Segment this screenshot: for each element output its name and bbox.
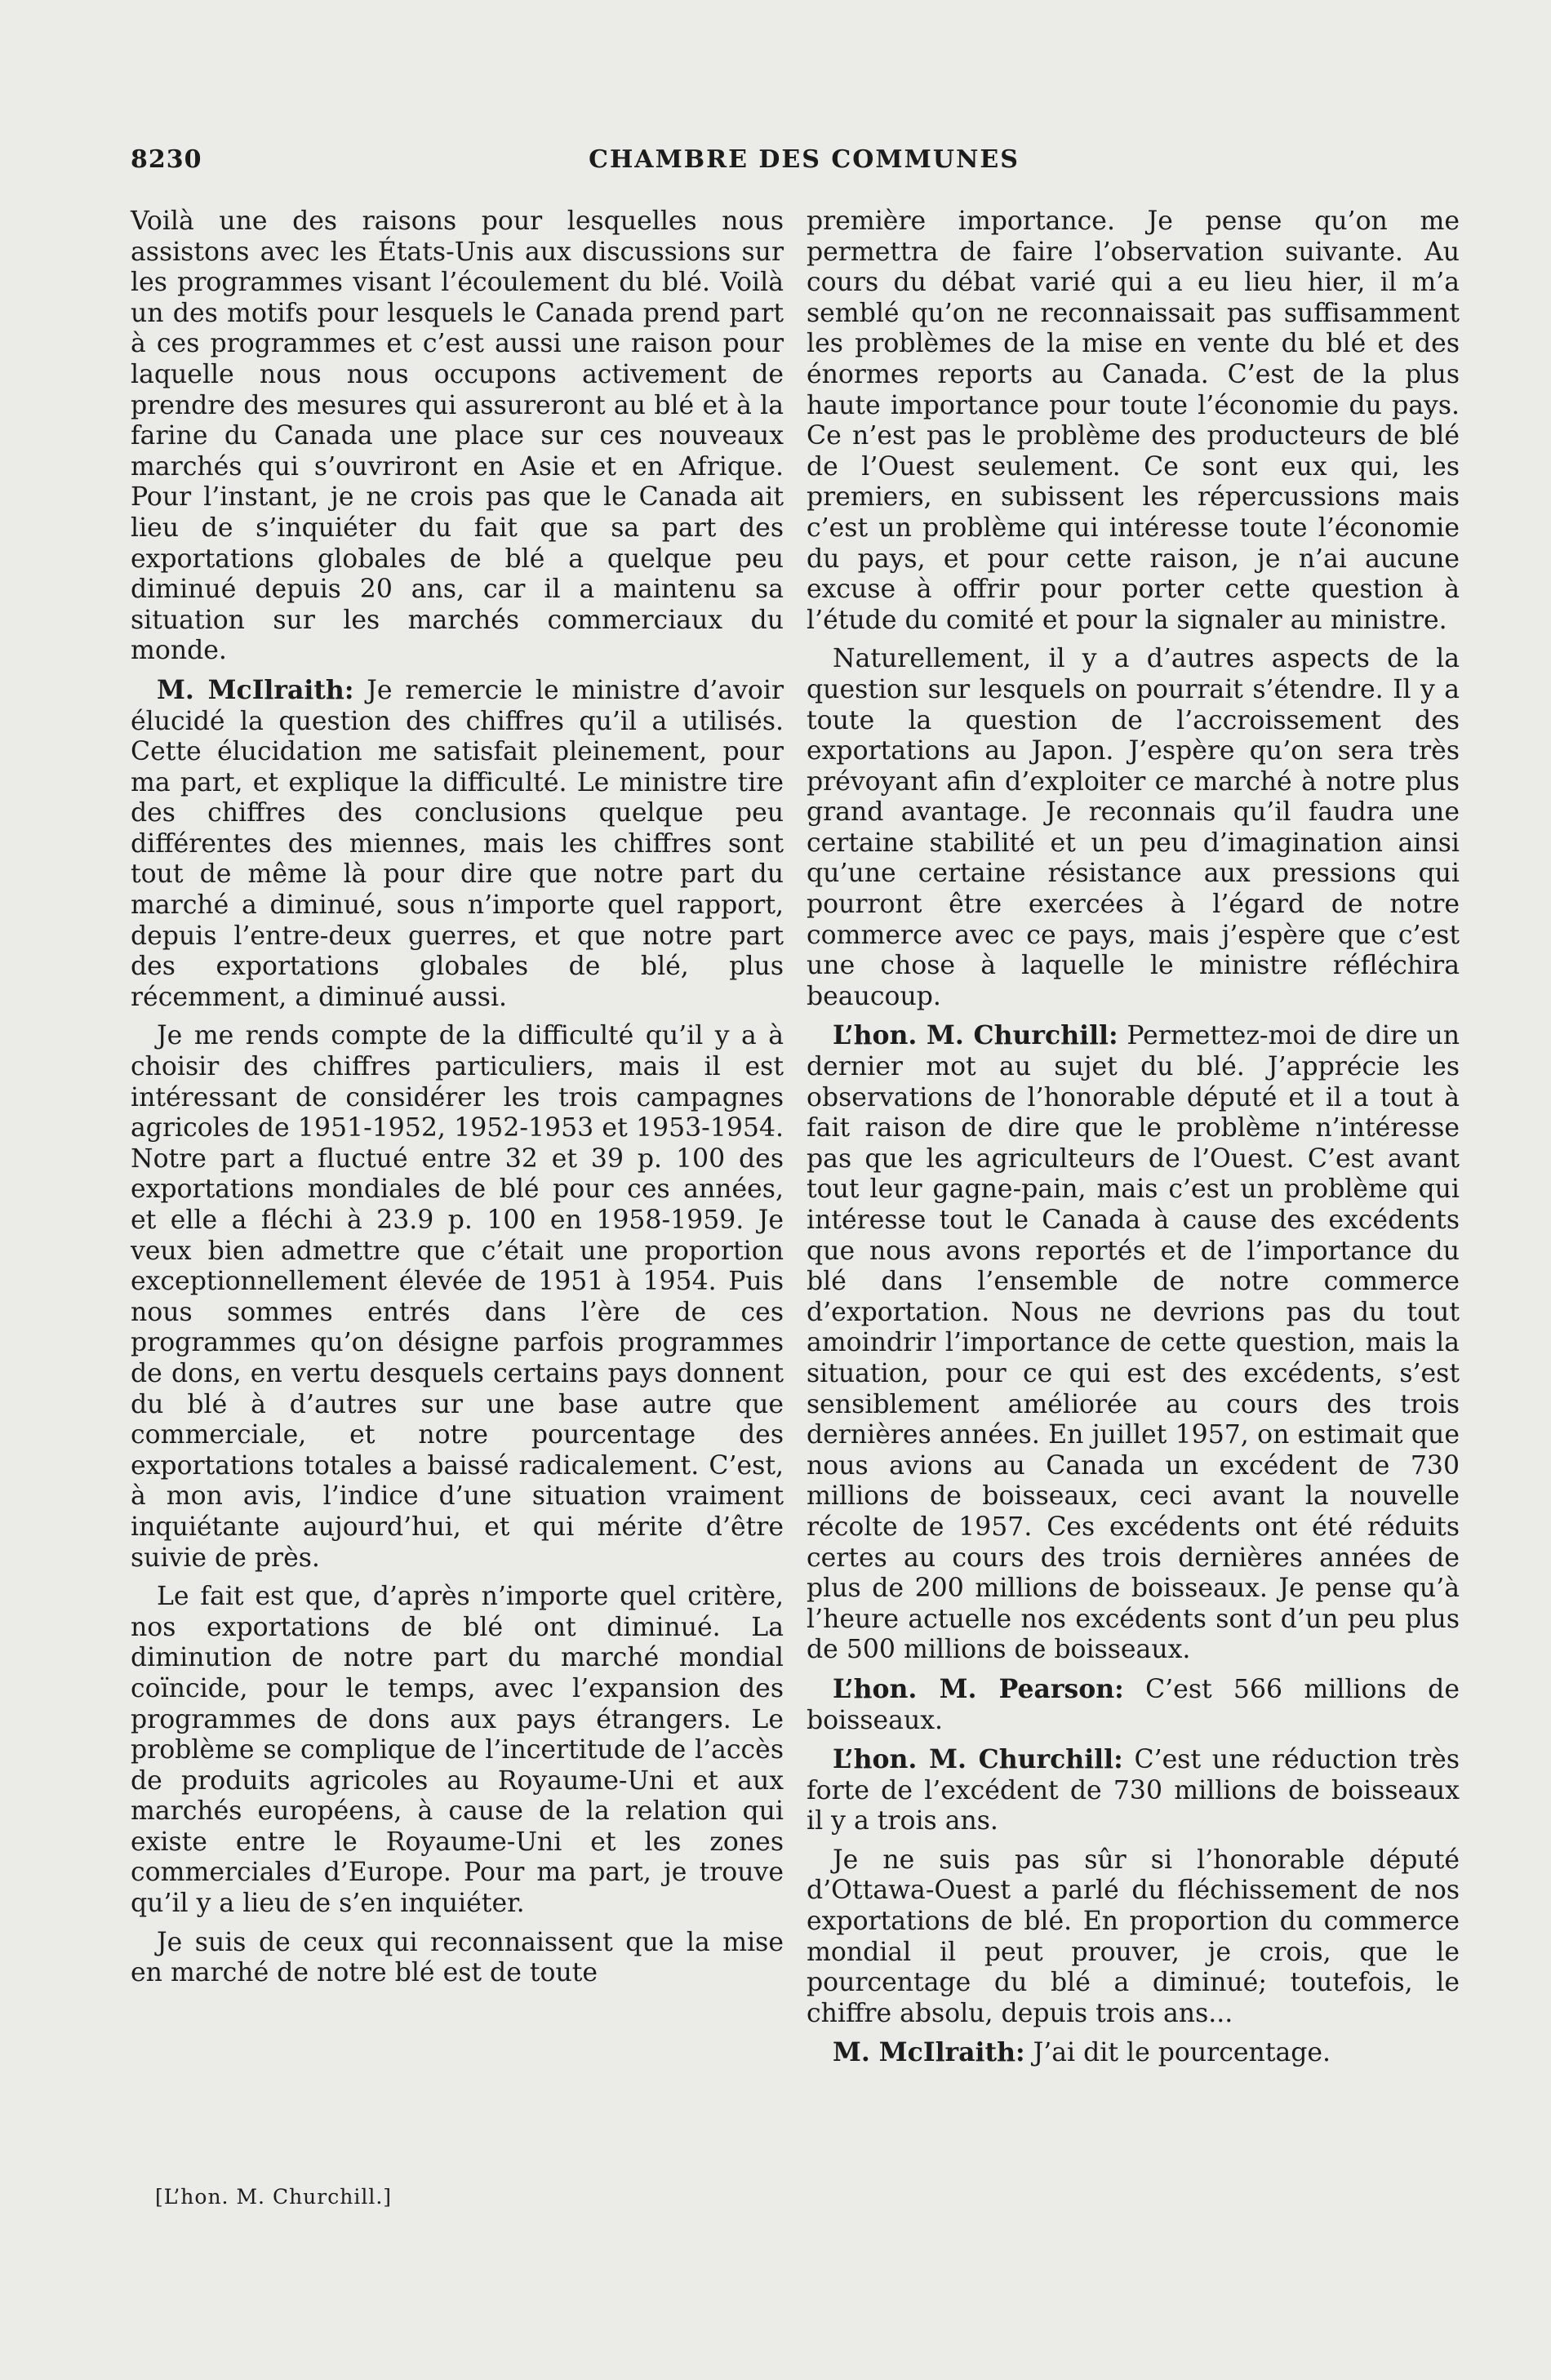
paragraph-text: J’ai dit le pourcentage. bbox=[1024, 2038, 1331, 2068]
paragraph: Voilà une des raisons pour lesquelles nous assistons avec les États-Unis aux discussions sur les programmes visant l’écoulement du blé. Voilà un des motifs pour lesquels le Canada prend part à ces programmes et c’est aussi une raison pour laquelle nous nous occupons activement de prendre des mesures qui assureront au blé et à la farine du Canada une place sur ces nouveaux marchés qui s’ouvriront en Asie et en Afrique. Pour l’instant, je ne crois pas que le Canada ait lieu de s’inquiéter du fait que sa part des exportations globales de blé a quelque peu diminué depuis 20 ans, car il a maintenu sa situation sur les marchés commerciaux du monde. bbox=[131, 206, 784, 666]
speaker-name: L’hon. M. Churchill: bbox=[833, 1744, 1123, 1775]
footer-note: [L’hon. M. Churchill.] bbox=[155, 2185, 393, 2209]
paragraph bbox=[131, 675, 784, 1014]
paragraph bbox=[807, 1744, 1460, 1837]
paragraph-text: C’est 566 millions de boisseaux. bbox=[807, 1674, 1460, 1735]
speaker-name: M. McIlraith: bbox=[833, 2037, 1025, 2068]
paragraph: Naturellement, il y a d’autres aspects de la question sur lesquels on pourrait s’étendre. Il y a toute la question de l’accroissement des exportations au Japon. J’espère qu’on sera très prévoyant afin d’exploiter ce marché à notre plus grand avantage. Je reconnais qu’il faudra une certaine stabilité et un peu d’imagination ainsi qu’une certaine résistance aux pressions qui pourront être exercées à l’égard de notre commerce avec ce pays, mais j’espère que c’est une chose à laquelle le ministre réfléchira beaucoup. bbox=[807, 644, 1460, 1011]
speaker-name: L’hon. M. Churchill: bbox=[833, 1020, 1118, 1051]
right-column bbox=[807, 206, 1460, 2077]
left-column bbox=[131, 206, 784, 1997]
paragraph: Je ne suis pas sûr si l’honorable député d’Ottawa-Ouest a parlé du fléchissement de nos exportations de blé. En proportion du commerce mondial il peut prouver, je crois, que le pourcentage du blé a diminué; toutefois, le chiffre absolu, depuis trois ans... bbox=[807, 1845, 1460, 2028]
paragraph bbox=[807, 1674, 1460, 1736]
paragraph: Le fait est que, d’après n’importe quel critère, nos exportations de blé ont diminué. La diminution de notre part du marché mondial coïncide, pour le temps, avec l’expansion des programmes de dons aux pays étrangers. Le problème se complique de l’incertitude de l’accès de produits agricoles au Royaume-Uni et aux marchés européens, à cause de la relation qui existe entre le Royaume-Uni et les zones commerciales d’Europe. Pour ma part, je trouve qu’il y a lieu de s’en inquiéter. bbox=[131, 1582, 784, 1919]
speaker-name: M. McIlraith: bbox=[157, 674, 354, 705]
paragraph-text: Permettez-moi de dire un dernier mot au sujet du blé. J’apprécie les observations de l’honorable député et il a tout à fait raison de dire que le problème n’intéresse pas que les agriculteurs de l’Ouest. C’est avant tout leur gagne-pain, mais c’est un problème qui intéresse tout le Canada à cause des excédents que nous avons reportés et de l’importance du blé dans l’ensemble de notre commerce d’exportation. Nous ne devrions pas du tout amoindrir l’importance de cette question, mais la situation, pour ce qui est des excédents, s’est sensiblement améliorée au cours des trois dernières années. En juillet 1957, on estimait que nous avions au Canada un excédent de 730 millions de boisseaux, ceci avant la nouvelle récolte de 1957. Ces excédents ont été réduits certes au cours des trois dernières années de plus de 200 millions de boisseaux. Je pense qu’à l’heure actuelle nos excédents sont d’un peu plus de 500 millions de boisseaux. bbox=[807, 1021, 1460, 1665]
running-head: CHAMBRE DES COMMUNES bbox=[589, 145, 1020, 174]
paragraph: Je suis de ceux qui reconnaissent que la mise en marché de notre blé est de toute bbox=[131, 1927, 784, 1988]
page-number: 8230 bbox=[131, 145, 202, 174]
page-header bbox=[131, 145, 1478, 181]
paragraph: première importance. Je pense qu’on me permettra de faire l’observation suivante. Au cours du débat varié qui a eu lieu hier, il m’a semblé qu’on ne reconnaissait pas suffisamment les problèmes de la mise en vente du blé et des énormes reports au Canada. C’est de la plus haute importance pour toute l’économie du pays. Ce n’est pas le problème des producteurs de blé de l’Ouest seulement. Ce sont eux qui, les premiers, en subissent les répercussions mais c’est un problème qui intéresse toute l’économie du pays, et pour cette raison, je n’ai aucune excuse à offrir pour porter cette question à l’étude du comité et pour la signaler au ministre. bbox=[807, 206, 1460, 635]
paragraph bbox=[807, 1020, 1460, 1665]
paragraph-text: Je remercie le ministre d’avoir élucidé la question des chiffres qu’il a utilisés. Cette élucidation me satisfait pleinement, pour ma part, et explique la difficulté. Le ministre tire des chiffres des conclusions quelque peu différentes des miennes, mais les chiffres sont tout de même là pour dire que notre part du marché a diminué, sous n’importe quel rapport, depuis l’entre-deux guerres, et que notre part des exportations globales de blé, plus récemment, a diminué aussi. bbox=[131, 675, 784, 1012]
paragraph bbox=[807, 2037, 1460, 2069]
paragraph: Je me rends compte de la difficulté qu’il y a à choisir des chiffres particuliers, mais il est intéressant de considérer les trois campagnes agricoles de 1951-1952, 1952-1953 et 1953-1954. Notre part a fluctué entre 32 et 39 p. 100 des exportations mondiales de blé pour ces années, et elle a fléchi à 23.9 p. 100 en 1958-1959. Je veux bien admettre que c’était une proportion exceptionnellement élevée de 1951 à 1954. Puis nous sommes entrés dans l’ère de ces programmes qu’on désigne parfois programmes de dons, en vertu desquels certains pays donnent du blé à d’autres sur une base autre que commerciale, et notre pourcentage des exportations totales a baissé radicalement. C’est, à mon avis, l’indice d’une situation vraiment inquiétante aujourd’hui, et qui mérite d’être suivie de près. bbox=[131, 1021, 784, 1573]
paragraph-text: C’est une réduction très forte de l’excédent de 730 millions de boisseaux il y a trois ans. bbox=[807, 1745, 1460, 1836]
speaker-name: L’hon. M. Pearson: bbox=[833, 1673, 1124, 1704]
